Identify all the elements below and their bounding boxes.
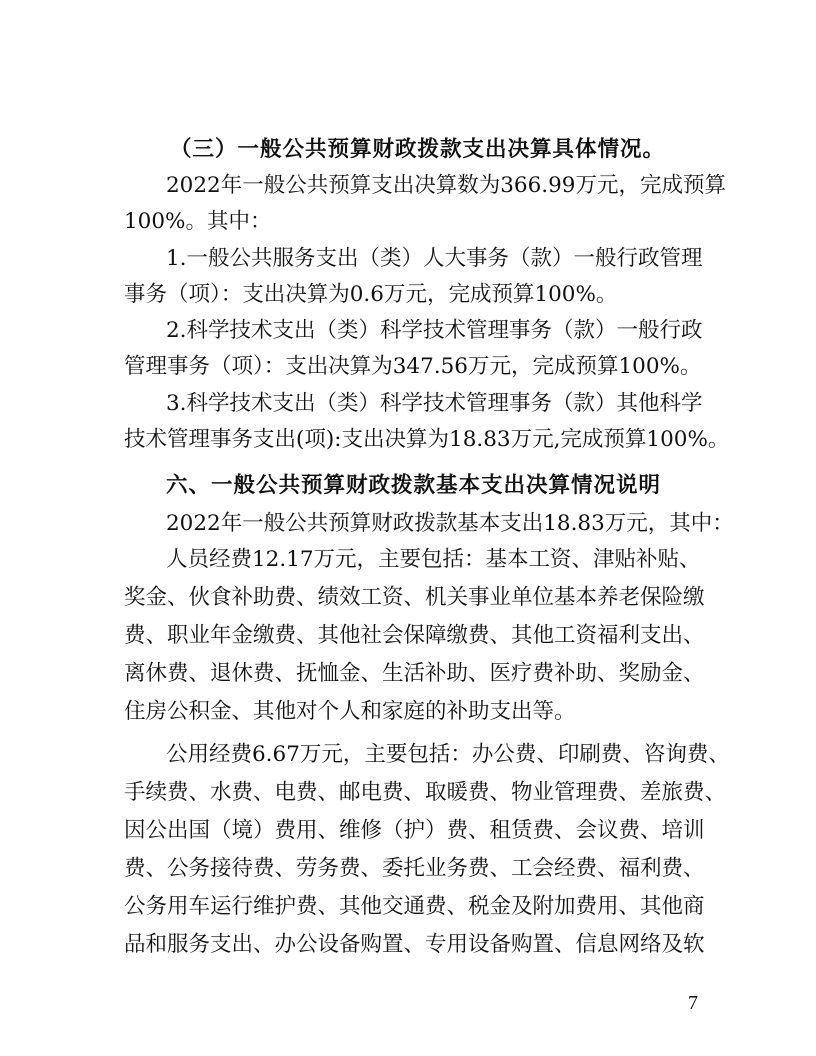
public-line-5: 公务用车运行维护费、其他交通费、税金及附加费用、其他商 (124, 894, 705, 919)
section-3-item-3-line-1: 3.科学技术支出（类）科学技术管理事务（款）其他科学 (166, 391, 703, 416)
personnel-line-4: 离休费、退休费、抚恤金、生活补助、医疗费补助、奖励金、 (124, 661, 705, 686)
public-line-2: 手续费、水费、电费、邮电费、取暖费、物业管理费、差旅费、 (124, 780, 727, 805)
section-3-item-2-line-1: 2.科学技术支出（类）科学技术管理事务（款）一般行政 (166, 318, 703, 343)
public-line-3: 因公出国（境）费用、维修（护）费、租赁费、会议费、培训 (124, 818, 705, 843)
section-6-intro: 2022年一般公共预算财政拨款基本支出18.83万元，其中： (166, 511, 734, 536)
section-3-intro-line-2: 100%。其中： (124, 209, 272, 234)
section-3-heading: （三）一般公共预算财政拨款支出决算具体情况。 (170, 137, 666, 162)
public-line-4: 费、公务接待费、劳务费、委托业务费、工会经费、福利费、 (124, 856, 705, 881)
personnel-line-2: 奖金、伙食补助费、绩效工资、机关事业单位基本养老保险缴 (124, 585, 705, 610)
section-6-heading: 六、一般公共预算财政拨款基本支出决算情况说明 (166, 473, 662, 498)
public-line-6: 品和服务支出、办公设备购置、专用设备购置、信息网络及软 (124, 932, 705, 957)
section-3-item-1-line-2: 事务（项）：支出决算为0.6万元，完成预算100%。 (124, 282, 618, 307)
section-3-item-2-line-2: 管理事务（项）：支出决算为347.56万元，完成预算100%。 (124, 354, 702, 379)
personnel-line-5: 住房公积金、其他对个人和家庭的补助支出等。 (124, 699, 576, 724)
section-3-item-3-line-2: 技术管理事务支出(项):支出决算为18.83万元,完成预算100%。 (124, 427, 730, 452)
page-number: 7 (688, 992, 698, 1014)
section-3-intro-line-1: 2022年一般公共预算支出决算数为366.99万元，完成预算 (166, 173, 726, 198)
public-line-1: 公用经费6.67万元，主要包括：办公费、印刷费、咨询费、 (166, 742, 730, 767)
personnel-line-3: 费、职业年金缴费、其他社会保障缴费、其他工资福利支出、 (124, 623, 705, 648)
personnel-line-1: 人员经费12.17万元，主要包括：基本工资、津贴补贴、 (166, 547, 701, 572)
section-3-item-1-line-1: 1.一般公共服务支出（类）人大事务（款）一般行政管理 (166, 246, 703, 271)
